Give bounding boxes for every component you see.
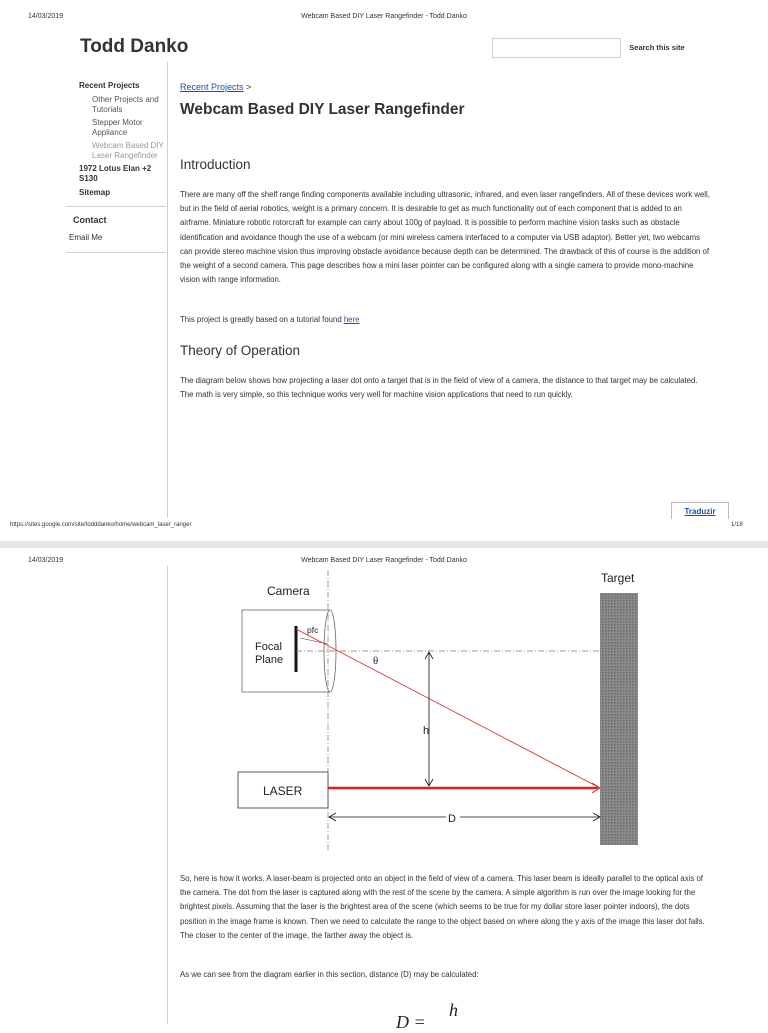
- sidebar-item-stepper-motor[interactable]: Stepper Motor Appliance: [92, 118, 143, 137]
- sidebar-divider: [167, 62, 168, 518]
- print-date-2: 14/03/2019: [28, 557, 64, 564]
- h-label: h: [423, 725, 430, 737]
- breadcrumb: [180, 82, 251, 92]
- tutorial-paragraph: [180, 313, 710, 327]
- theory-heading: Theory of Operation: [180, 343, 301, 358]
- breadcrumb-link[interactable]: Recent Projects: [180, 82, 244, 92]
- breadcrumb-sep: >: [243, 82, 252, 92]
- formula-numerator: h: [449, 1000, 458, 1020]
- laser-label: LASER: [263, 784, 303, 798]
- print-url: https://sites.google.com/site/todddanko/home/webcam_laser_ranger: [10, 522, 192, 528]
- camera-label: Camera: [267, 584, 310, 598]
- tutorial-link[interactable]: here: [343, 315, 360, 324]
- tutorial-text: This project is greatly based on a tutorial found: [180, 315, 344, 324]
- target-wall: [600, 593, 638, 845]
- sidebar-item-webcam-rangefinder[interactable]: Webcam Based DIY Laser Rangefinder: [92, 141, 164, 160]
- email-link[interactable]: Email Me: [69, 233, 103, 242]
- rangefinder-diagram: [200, 564, 660, 854]
- reflected-beam: [296, 629, 600, 788]
- page-separator: [0, 541, 768, 548]
- search-input[interactable]: [492, 38, 621, 58]
- translate-button[interactable]: Traduzir: [671, 502, 729, 519]
- print-page: 1/18: [731, 522, 743, 528]
- contact-heading: Contact: [73, 215, 107, 225]
- page-title: Webcam Based DIY Laser Rangefinder: [180, 101, 465, 118]
- theory-paragraph: The diagram below shows how projecting a laser dot onto a target that is in the field of view of a camera, the distance to that target may be calculated. The math is very simple, so this technique works very well for machine vision applications that need to run quickly.: [180, 376, 698, 400]
- plane-label: Plane: [255, 654, 284, 666]
- focal-label: Focal: [255, 641, 282, 653]
- d-label: D: [448, 813, 456, 825]
- target-label: Target: [601, 571, 635, 585]
- sidebar-item-recent-projects[interactable]: Recent Projects: [79, 81, 140, 90]
- how-it-works-paragraph: So, here is how it works. A laser-beam is projected onto an object in the field of view of a camera. This laser beam is ideally parallel to the optical axis of the camera. The dot from the laser is captured along with the rest of the scene by the camera. A simple algorithm is run over the image looking for the brightest pixels. Assuming that the laser is the brightest area of the scene (which seems to be true for my dollar store laser pointer indoors), the dots position in the image frame is known. Then we need to calculate the range to the object based on where along the y axis of the image this laser dot falls. The closer to the center of the image, the farther away the object is.: [180, 874, 705, 940]
- site-title[interactable]: Todd Danko: [80, 36, 189, 57]
- pfc-label: pfc: [307, 625, 319, 635]
- calc-paragraph: As we can see from the diagram earlier in this section, distance (D) may be calculated:: [180, 970, 479, 979]
- intro-paragraph: There are many off the shelf range finding components available including ultrasonic, infrared, and even laser rangefinders. All of these devices work well, but in the field of aerial robotics, weight is a primary concern. It is desirable to get as much functionality out of each component that is added to an airframe. Miniature robotic rotorcraft for example can carry about 100g of payload. It is possible to perform machine vision tasks such as obstacle identification and avoidance though the use of a webcam (or mini wireless camera interfaced to a computer via USB adaptor). Better yet, two webcams can provide stereo machine vision thus improving obstacle avoidance because depth can be determined. The drawback of this of course is the addition of the weight of a second camera. This page describes how a mini laser pointer can be configured along with a single camera to provide mono-machine vision with range information.: [180, 190, 710, 285]
- print-title-2: Webcam Based DIY Laser Rangefinder - Todd Danko: [301, 557, 467, 564]
- sidebar-item-lotus[interactable]: 1972 Lotus Elan +2 S130: [79, 164, 152, 183]
- formula-lhs: D =: [396, 1012, 426, 1032]
- sidebar-item-sitemap[interactable]: Sitemap: [79, 188, 111, 197]
- theta-label: θ: [373, 655, 379, 667]
- intro-heading: Introduction: [180, 157, 251, 172]
- sidebar-divider-2: [167, 566, 168, 1024]
- print-date: 14/03/2019: [28, 13, 64, 20]
- sidebar-item-other-projects[interactable]: Other Projects and Tutorials: [92, 95, 159, 114]
- search-button[interactable]: Search this site: [629, 42, 685, 52]
- sidebar-separator-2: [66, 252, 166, 253]
- sidebar-separator: [66, 206, 166, 207]
- print-title: Webcam Based DIY Laser Rangefinder - Todd Danko: [301, 13, 467, 20]
